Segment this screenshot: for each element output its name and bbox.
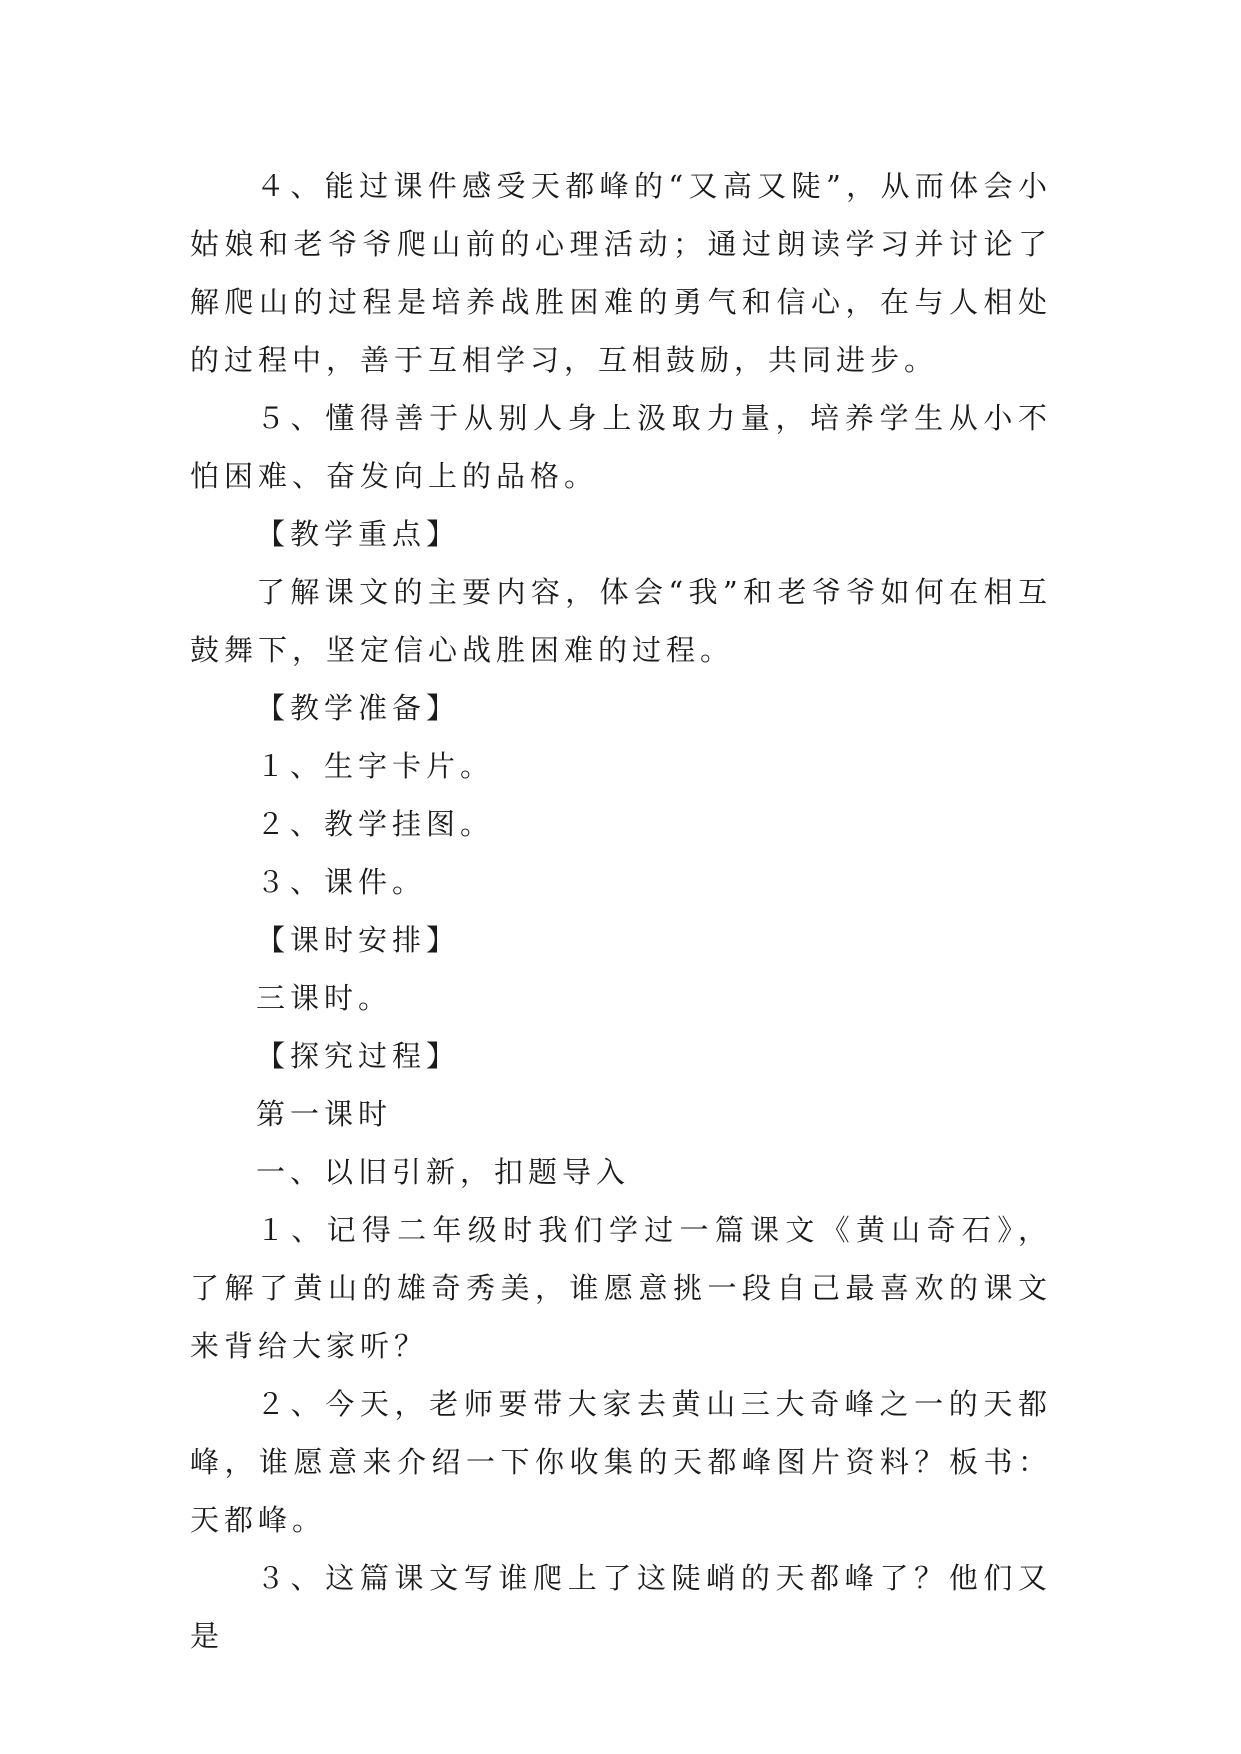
subheading-first-lesson: 第一课时 — [256, 1097, 393, 1131]
heading-teaching-preparation: 【教学准备】 — [256, 691, 461, 725]
heading-exploration-process: 【探究过程】 — [256, 1039, 461, 1073]
paragraph-teaching-focus: 了解课文的主要内容，体会“我”和老爷爷如何在相互鼓舞下，坚定信心战胜困难的过程。 — [190, 575, 1052, 667]
paragraph-lesson-schedule: 三课时。 — [256, 981, 393, 1015]
document-body — [190, 157, 1052, 1665]
heading-lesson-schedule: 【课时安排】 — [256, 923, 461, 957]
paragraph-step-3: ３、这篇课文写谁爬上了这陡峭的天都峰了？他们又是 — [190, 1561, 1052, 1653]
paragraph-step-1: １、记得二年级时我们学过一篇课文《黄山奇石》，了解了黄山的雄奇秀美，谁愿意挑一段自己最喜欢的课文来背给大家听？ — [190, 1213, 1052, 1363]
paragraph-goal-4: ４、能过课件感受天都峰的“又高又陡”，从而体会小姑娘和老爷爷爬山前的心理活动；通过朗读学习并讨论了解爬山的过程是培养战胜困难的勇气和信心，在与人相处的过程中，善于互相学习，互相鼓励，共同进步。 — [190, 169, 1052, 377]
paragraph-step-2: ２、今天，老师要带大家去黄山三大奇峰之一的天都峰，谁愿意来介绍一下你收集的天都峰图片资料？板书：天都峰。 — [190, 1387, 1052, 1537]
paragraph-goal-5: ５、懂得善于从别人身上汲取力量，培养学生从小不怕困难、奋发向上的品格。 — [190, 401, 1052, 493]
list-item-preparation-3: ３、课件。 — [256, 865, 427, 899]
list-item-preparation-2: ２、教学挂图。 — [256, 807, 495, 841]
subheading-section-one: 一、以旧引新，扣题导入 — [256, 1155, 631, 1189]
heading-teaching-focus: 【教学重点】 — [256, 517, 461, 551]
list-item-preparation-1: １、生字卡片。 — [256, 749, 495, 783]
